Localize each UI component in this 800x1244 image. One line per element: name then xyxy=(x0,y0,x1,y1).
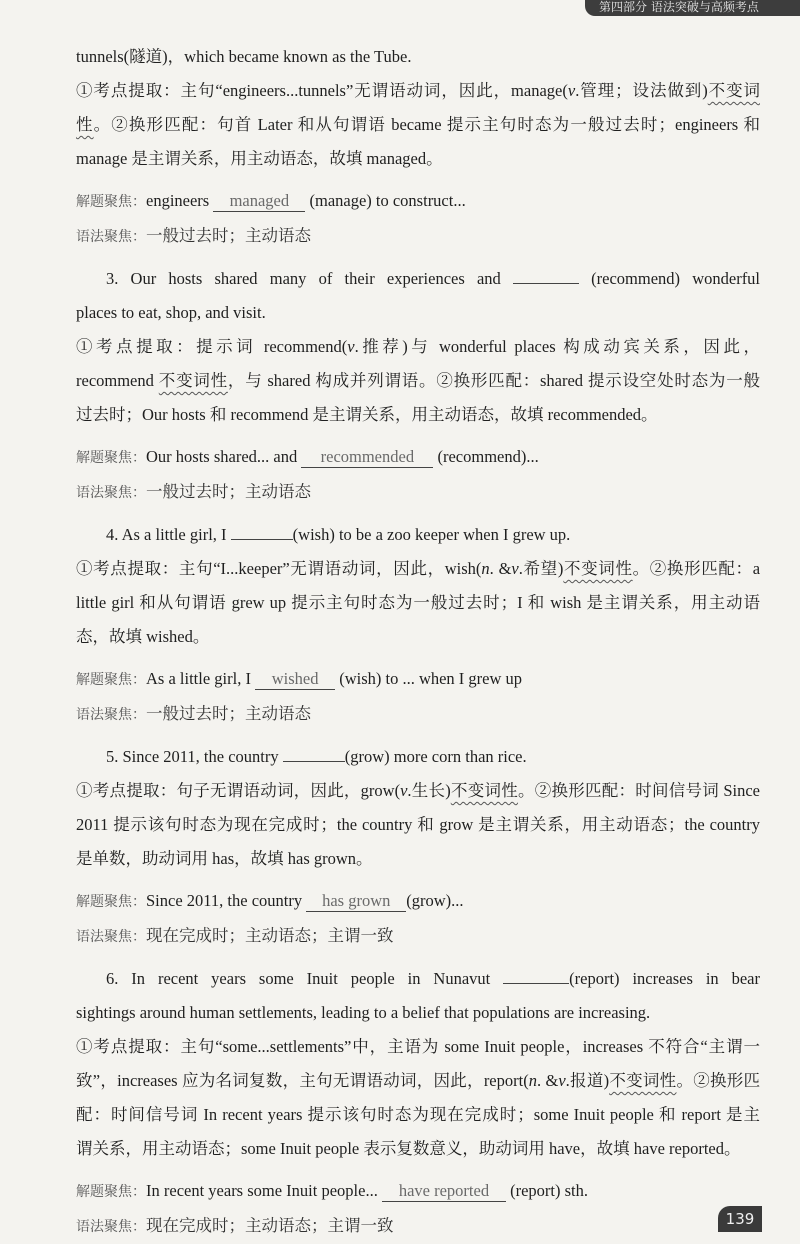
continuation-line: tunnels(隧道)，which became known as the Tube. xyxy=(76,47,412,66)
solution-focus: 解题聚焦：Since 2011, the country has grown (grow)... xyxy=(76,891,464,910)
keyword-underline: 不变词性 xyxy=(609,1071,677,1090)
analysis-line: little girl 和从句谓语 grew up 提示主句时态为一般过去时；I 和 wish 是主谓关系，用主动语 xyxy=(76,593,760,612)
analysis-line: ①考点提取：主句“some...settlements”中，主语为 some Inuit people，increases 不符合“主谓一 xyxy=(76,1037,760,1056)
analysis-line: 谓关系，用主动语态；some Inuit people 表示复数意义，助动词用 have，故填 have reported。 xyxy=(76,1139,741,1158)
solution-focus: 解题聚焦：Our hosts shared... and recommended (recommend)... xyxy=(76,447,539,466)
question-3-stem: 3. Our hosts shared many of their experiences and (recommend) wonderful xyxy=(106,269,761,288)
analysis-line: 致”，increases 应为名词复数，主句无谓语动词，因此，report(n. &v.报道)不变词性。②换形匹 xyxy=(76,1071,761,1090)
question-blank[interactable] xyxy=(231,539,293,540)
chapter-header xyxy=(585,0,800,16)
page-number: 139 xyxy=(718,1206,762,1232)
analysis-line: ①考点提取：提示词 recommend(v.推荐)与 wonderful places 构成动宾关系，因此， xyxy=(76,337,760,356)
analysis-line: 2011 提示该句时态为现在完成时；the country 和 grow 是主谓关系，用主动语态；the country xyxy=(76,815,760,834)
analysis-line: 配：时间信号词 In recent years 提示该句时态为现在完成时；some Inuit people 和 report 是主 xyxy=(76,1105,760,1124)
analysis-line: manage 是主谓关系，用主动语态，故填 managed。 xyxy=(76,149,443,168)
grammar-focus: 语法聚焦：一般过去时；主动语态 xyxy=(76,704,311,723)
solution-focus: 解题聚焦：As a little girl, I wished (wish) to ... when I grew up xyxy=(76,669,523,688)
answer-blank: recommended xyxy=(301,447,433,468)
grammar-focus: 语法聚焦：现在完成时；主动语态；主谓一致 xyxy=(76,926,394,945)
keyword-underline: 不变词性 xyxy=(158,371,228,390)
analysis-line: 态，故填 wished。 xyxy=(76,627,210,646)
keyword-underline: 不变词性 xyxy=(450,781,519,800)
answer-blank: has grown xyxy=(306,891,406,912)
question-3-stem: places to eat, shop, and visit. xyxy=(76,303,266,322)
question-4-stem: 4. As a little girl, I (wish) to be a zoo keeper when I grew up. xyxy=(106,525,571,544)
keyword-underline: 不变词性 xyxy=(563,559,633,578)
analysis-line: ①考点提取：主句“I...keeper”无谓语动词，因此，wish(n. &v.希望)不变词性。②换形匹配：a xyxy=(76,559,761,578)
grammar-focus: 语法聚焦：现在完成时；主动语态；主谓一致 xyxy=(76,1216,394,1235)
grammar-focus: 语法聚焦：一般过去时；主动语态 xyxy=(76,226,311,245)
solution-focus: 解题聚焦：In recent years some Inuit people... have reported (report) sth. xyxy=(76,1181,588,1200)
answer-blank: wished xyxy=(255,669,335,690)
answer-blank: have reported xyxy=(382,1181,506,1202)
analysis-line: 性。②换形匹配：句首 Later 和从句谓语 became 提示主句时态为一般过去时；engineers 和 xyxy=(76,115,760,134)
question-blank[interactable] xyxy=(503,983,569,984)
keyword-underline: 性 xyxy=(76,115,94,134)
question-5-stem: 5. Since 2011, the country (grow) more corn than rice. xyxy=(106,747,527,766)
analysis-line: recommend 不变词性，与 shared 构成并列谓语。②换形匹配：shared 提示设空处时态为一般 xyxy=(76,371,760,390)
chapter-title: 第四部分 语法突破与高频考点 xyxy=(599,0,759,14)
question-6-stem: 6. In recent years some Inuit people in Nunavut (report) increases in bear xyxy=(106,969,760,988)
question-6-stem: sightings around human settlements, leading to a belief that populations are increasing. xyxy=(76,1003,651,1022)
analysis-line: ①考点提取：句子无谓语动词，因此，grow(v.生长)不变词性。②换形匹配：时间信号词 Since xyxy=(76,781,760,800)
solution-focus: 解题聚焦：engineers managed (manage) to construct... xyxy=(76,191,466,210)
answer-blank: managed xyxy=(213,191,305,212)
page-content xyxy=(76,40,760,1244)
keyword-underline: 不变词 xyxy=(707,81,760,100)
analysis-line: ①考点提取：主句“engineers...tunnels”无谓语动词，因此，manage(v.管理；设法做到)不变词 xyxy=(76,81,760,100)
analysis-line: 是单数，助动词用 has，故填 has grown。 xyxy=(76,849,373,868)
question-blank[interactable] xyxy=(283,761,345,762)
analysis-line: 过去时；Our hosts 和 recommend 是主谓关系，用主动语态，故填 recommended。 xyxy=(76,405,658,424)
question-blank[interactable] xyxy=(513,283,579,284)
grammar-focus: 语法聚焦：一般过去时；主动语态 xyxy=(76,482,311,501)
